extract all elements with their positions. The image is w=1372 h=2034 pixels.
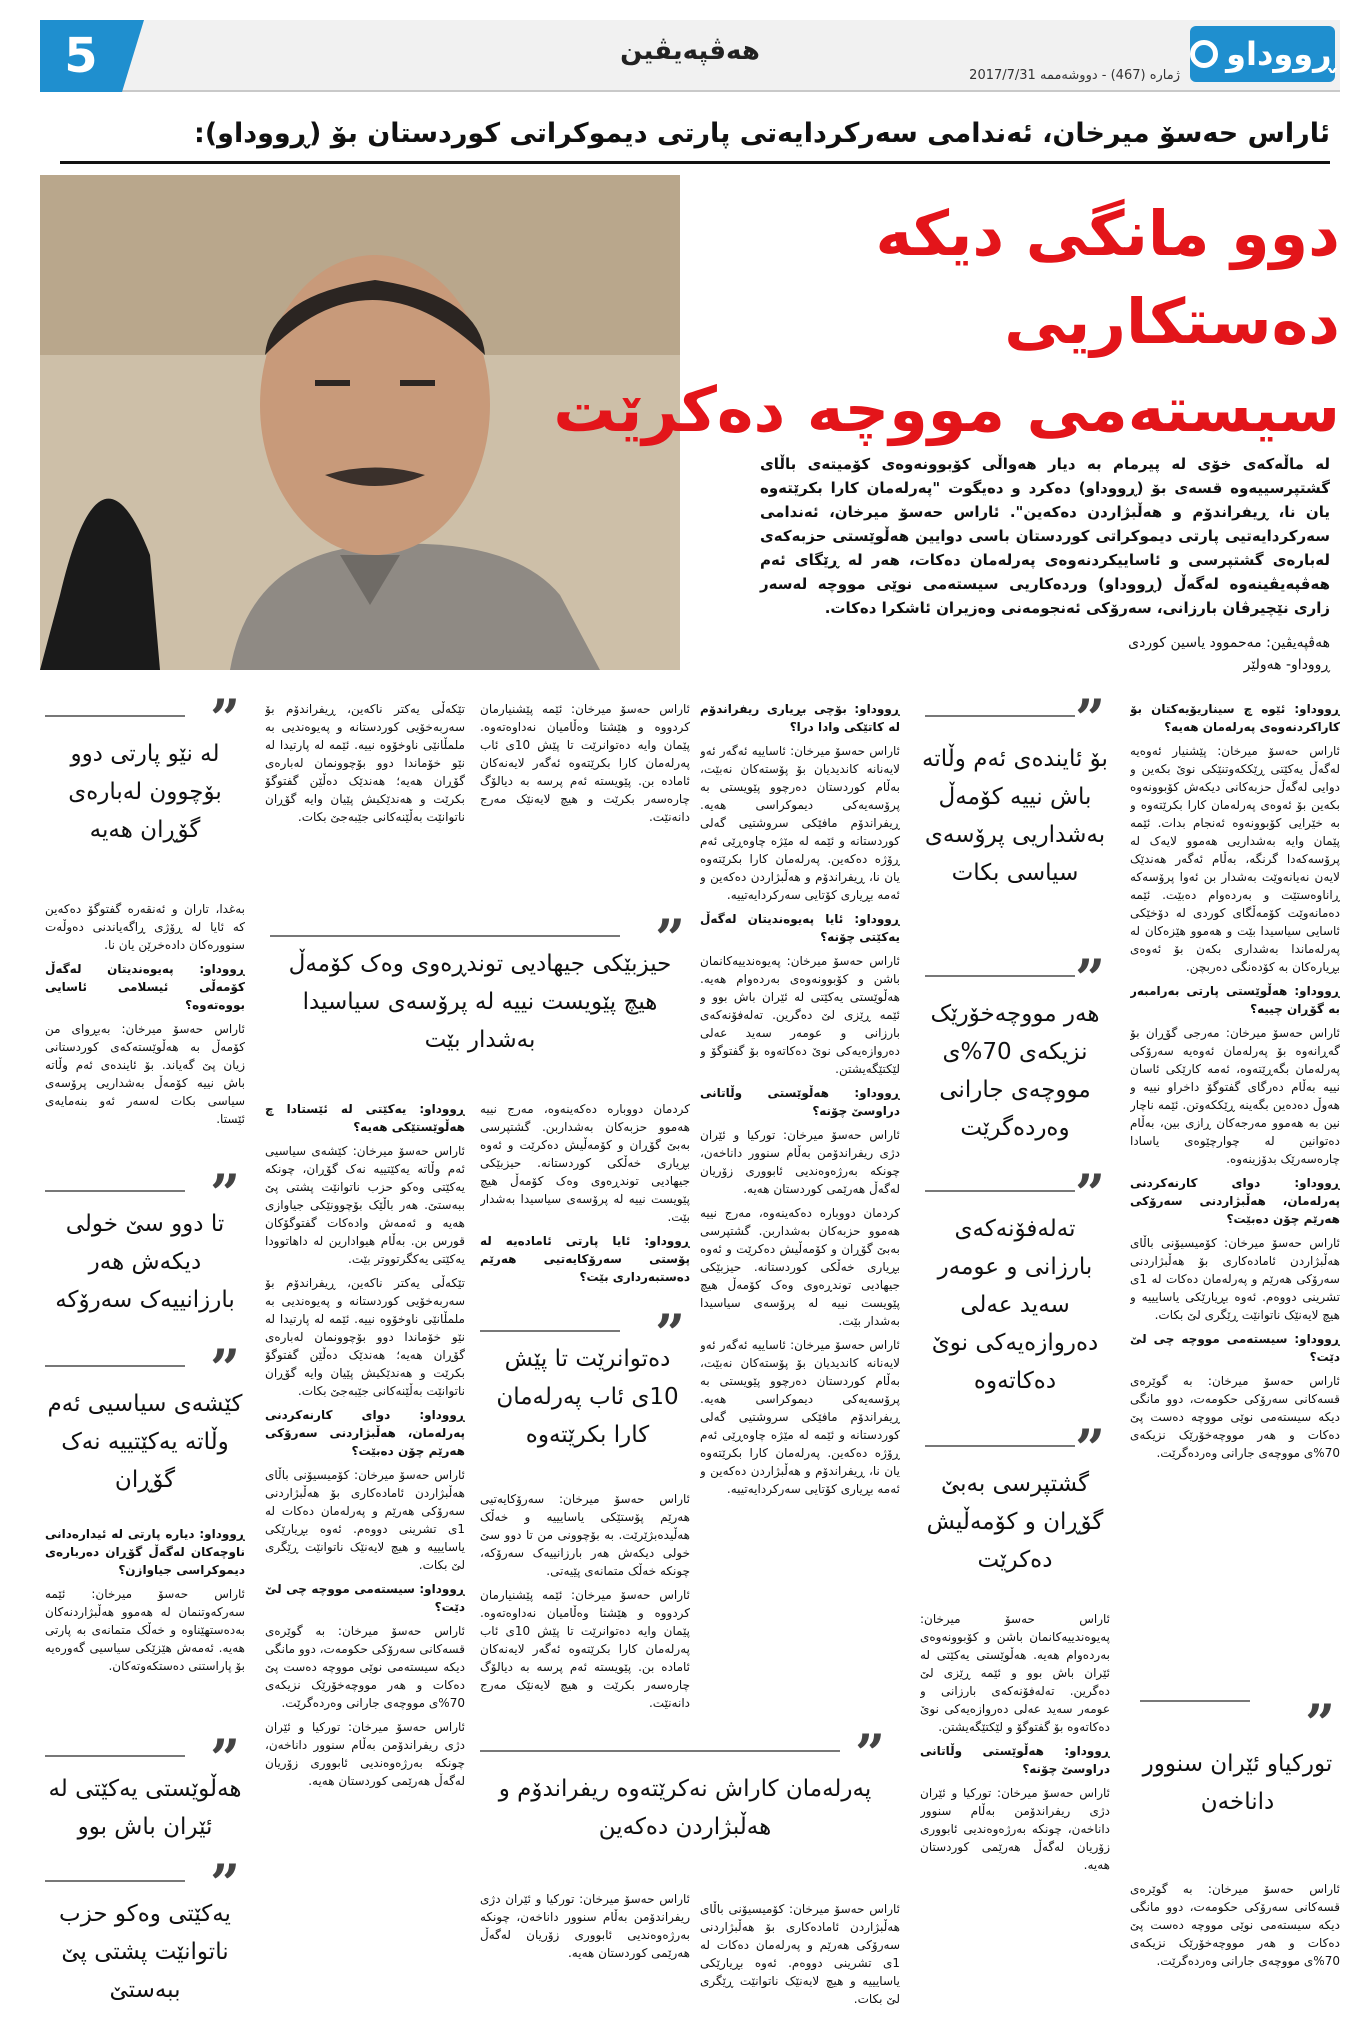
article-column-6 <box>45 900 245 1160</box>
quote-mark-icon: ” <box>1075 689 1105 750</box>
quote-mark-icon: ” <box>210 689 240 750</box>
answer: ئاراس حەسۆ میرخان: ئێمە پێشنیارمان کردووە و هێشتا وەڵامیان نەداوەتەوە. پێمان وایە دەتوانرێت تا پێش 10ی ئاب پەرلەمان کارا بکرێتەوە ئەگەر لایەنەکان ئامادە بن. پێویستە ئەم پرسە بە دیالۆگ چارەسەر بکرێت و هیچ لایەنێک مەرج دانەنێت. <box>480 702 690 824</box>
brand-mark-icon <box>1190 40 1218 68</box>
article-column-4-bottom <box>480 1490 690 1740</box>
article-column-3-bottom <box>700 1900 900 2020</box>
pull-quote: بۆ ئایندەی ئەم وڵاتە باش نییە کۆمەڵ بەشداریی پرۆسەی سیاسی بکات <box>922 746 1108 886</box>
divider <box>45 1755 185 1757</box>
quote-mark-icon: ” <box>855 1724 885 1785</box>
answer: ئاراس حەسۆ میرخان: ئێمە پێشنیارمان کردووە و هێشتا وەڵامیان نەداوەتەوە. پێمان وایە دەتوانرێت تا پێش 10ی ئاب پەرلەمان کارا بکرێتەوە ئەگەر لایەنەکان ئامادە بن. پێویستە ئەم پرسە بە دیالۆگ چارەسەر بکرێت و هیچ لایەنێک مەرج دانەنێت. <box>480 1588 690 1710</box>
divider <box>925 715 1075 717</box>
answer: ئاراس حەسۆ میرخان: کۆمیسیۆنی باڵای هەڵبژاردن ئامادەکاری بۆ هەڵبژاردنی سەرۆکی هەرێم و پەرلەمان دەکات لە 1ی تشرینی دووەم. ئەوە بڕیارێکی یاسایییە و هیچ لایەنێک ناتوانێت ڕێگری لێ بکات. <box>265 1468 465 1572</box>
answer: ئاراس حەسۆ میرخان: پێشنیار ئەوەیە لەگەڵ یەکێتی ڕێککەوتنێکی نوێ بکەین و دوایی لەگەڵ حزبەکانی دیکەش کۆبوونەوە بکەین بۆ ئەوەی پەرلەمان کارا بکرێتەوە و بە خێرایی کۆبوونەوە ئەنجام بدات. ئێمە پێمان وایە بەشداریی هەموو لایەک لە پرۆسەکەدا گرنگە، بەڵام ئەگەر هەندێک لایەن نەیانەوێت بەشدار بن ئەوا پرۆسەکە ڕاناوەستێت و بەردەوام دەبێت. ئێمە دەمانەوێت کۆمەڵگای کوردی لە دۆخێکی ئاسایی سیاسیدا بێت و هەموو هێزەکان لە پەرلەماندا بەشداری بکەن بۆ ئەوەی بڕیارەکان بە کۆدەنگی دەربچن. <box>1130 744 1340 974</box>
divider <box>1140 1700 1250 1702</box>
answer: ئاراس حەسۆ میرخان: ئێمە سەرکەوتنمان لە هەموو هەڵبژاردنەکان بەدەستهێناوە و خەڵک متمانەی بە پارتی هەیە. ئەمەش هێزێکی سیاسیی گەورەیە بۆ پاراستنی دەستکەوتەکان. <box>45 1587 245 1673</box>
answer: ئاراس حەسۆ میرخان: سەرۆکایەتیی هەرێم پۆستێکی یاسایییە و خەڵک هەڵیدەبژێرێت. بە بۆچوونی من تا دوو سێ خولی دیکەش هەر بارزانییەک سەرۆکە، چونکە خەڵک متمانەی پێیەتی. <box>480 1492 690 1578</box>
quote-mark-icon: ” <box>210 1854 240 1915</box>
divider <box>45 1190 185 1192</box>
answer: ئاراس حەسۆ میرخان: بە گوێرەی قسەکانی سەرۆکی حکومەت، دوو مانگی دیکە سیستەمی نوێی مووچە دەست پێ دەکات و هەر مووچەخۆرێک نزیکەی 70%ی مووچەی جارانی وەردەگرێت. <box>1130 1374 1340 1460</box>
article-column-3 <box>700 700 900 1710</box>
answer: ئاراس حەسۆ میرخان: ئاساییە ئەگەر ئەو لایەنانە کاندیدیان بۆ پۆستەکان نەبێت، بەڵام کوردستان دەرچوو پێویستی بە پرۆسەیەکی دیموکراسی هەیە. ڕیفراندۆم مافێکی سروشتیی گەلی کوردستانە و ئێمە لە مێژە چاوەڕێی ئەم ڕۆژە دەکەین. پەرلەمان کارا بکرێتەوە یان نا، ڕیفراندۆم و هەڵبژاردن دەکەین و ئەمە بڕیاری کۆتایی سەرکردایەتییە. <box>700 744 900 902</box>
answer: بەغدا، تاران و ئەنقەرە گفتوگۆ دەکەین کە ئایا لە ڕۆژی ڕاگەیاندنی دەوڵەت سنوورەکان دادەخرێن یان نا. <box>45 902 245 952</box>
pull-quote: یەکێتی وەکو حزب ناتوانێت پشتی پێ ببەستێ <box>59 1901 231 2003</box>
answer: ئاراس حەسۆ میرخان: تورکیا و ئێران دژی ریفراندۆمن بەڵام سنوور داناخەن، چونکە بەرژەوەندیی ئابووری زۆریان لەگەڵ هەرێمی کوردستان هەیە. <box>920 1786 1110 1872</box>
answer: کردمان دووبارە دەکەینەوە، مەرج نییە هەموو حزبەکان بەشداربن. گشتپرسی بەبێ گۆڕان و کۆمەڵیش دەکرێت و ئەوە بڕیاری خەڵکی کوردستانە. حیزبێکی جیهادیی توندڕەوی وەک کۆمەڵ هیچ پێویست نییە لە پرۆسەی سیاسیدا بەشدار بێت. <box>480 1102 690 1224</box>
pull-quote: کێشەی سیاسیی ئەم وڵاتە یەکێتییە نەک گۆڕان <box>47 1391 243 1493</box>
headline-title-line: دوو مانگی دیکە دەستکاریی <box>875 197 1340 358</box>
question: ڕووداو: سیستەمی مووچە چی لێ دێت؟ <box>265 1582 465 1614</box>
quote-mark-icon: ” <box>655 909 685 970</box>
answer: ئاراس حەسۆ میرخان: پەیوەندییەکانمان باشن و کۆبوونەوەی بەردەوام هەیە. هەڵوێستی یەکێتی لە ئێران باش بوو و ئێمە ڕێزی لێ دەگرین. تەلەفۆنەکەی بارزانی و عومەر سەید عەلی دەروازەیەکی نوێ دەکاتەوە بۆ گفتوگۆ و لێکتێگەیشتن. <box>920 1612 1110 1734</box>
pull-quote: تا دوو سێ خولی دیکەش هەر بارزانییەک سەرۆکە <box>55 1211 235 1313</box>
article-column-2 <box>920 1610 1110 2020</box>
pull-quote: گشتپرسی بەبێ گۆڕان و کۆمەڵیش دەکرێت <box>926 1471 1104 1573</box>
quote-mark-icon: ” <box>1075 1164 1105 1225</box>
answer: ئاراس حەسۆ میرخان: مەرجی گۆڕان بۆ گەڕانەوە بۆ پەرلەمان ئەوەیە سەرۆکی پەرلەمان بگەڕێتەوە، ئەمە کارێکی ئاسان نییە بەڵام دەرگای گفتوگۆ داخراو نییە و هەوڵ دەدەین بگەینە ڕێککەوتن. ئێمە ناچار نین بە هەموو مەرجەکان ڕازی بین، بەڵام دەتوانین لە چوارچێوەی یاسادا چارەسەرێک بدۆزینەوە. <box>1130 1026 1340 1166</box>
question: ڕووداو: دیارە پارتی لە ئیدارەدانی ناوچەکان لەگەڵ گۆڕان دەربارەی دیموکراسی جیاوازن؟ <box>45 1527 245 1577</box>
quote-mark-icon: ” <box>210 1164 240 1225</box>
question: ڕووداو: هەڵوێستی وڵاتانی دراوسێ چۆنە؟ <box>700 1086 900 1118</box>
question: ڕووداو: دوای کارنەکردنی پەرلەمان، هەڵبژاردنی سەرۆکی هەرێم چۆن دەبێت؟ <box>1130 1176 1340 1226</box>
question: ڕووداو: بۆچی بڕیاری ریفراندۆم لە کاتێکی وادا درا؟ <box>700 702 900 734</box>
divider <box>480 1330 620 1332</box>
pull-quote: حیزبێکی جیهادیی توندڕەوی وەک کۆمەڵ هیچ پێویست نییە لە پرۆسەی سیاسیدا بەشدار بێت <box>288 951 672 1053</box>
article-column-1-bottom <box>1130 1880 1340 2020</box>
question: ڕووداو: پەیوەندیتان لەگەڵ کۆمەڵی ئیسلامی ئاسایی بووەتەوە؟ <box>45 962 245 1012</box>
divider <box>45 1365 185 1367</box>
divider <box>45 1880 185 1882</box>
pull-quote: تورکیاو ئێران سنوور داناخەن <box>1142 1751 1333 1815</box>
article-column-4-top <box>480 700 690 910</box>
answer: ئاراس حەسۆ میرخان: پەیوەندییەکانمان باشن و کۆبوونەوەی بەردەوام هەیە. هەڵوێستی یەکێتی لە ئێران باش بوو و ئێمە ڕێزی لێ دەگرین. تەلەفۆنەکەی بارزانی و عومەر سەید عەلی دەروازەیەکی نوێ دەکاتەوە بۆ گفتوگۆ و لێکتێگەیشتن. <box>700 954 900 1076</box>
answer: کردمان دووبارە دەکەینەوە، مەرج نییە هەموو حزبەکان بەشداربن. گشتپرسی بەبێ گۆڕان و کۆمەڵیش دەکرێت و ئەوە بڕیاری خەڵکی کوردستانە. حیزبێکی جیهادیی توندڕەوی وەک کۆمەڵ هیچ پێویست نییە لە پرۆسەی سیاسیدا بەشدار بێت. <box>700 1206 900 1328</box>
section-title: هەڤپەیڤین <box>620 36 760 66</box>
answer: ئاراس حەسۆ میرخان: تورکیا و ئێران دژی ریفراندۆمن بەڵام سنوور داناخەن، چونکە بەرژەوەندیی ئابووری زۆریان لەگەڵ هەرێمی کوردستان هەیە. <box>265 1720 465 1788</box>
answer: تێکەڵی یەکتر ناکەین، ڕیفراندۆم بۆ سەربەخۆیی کوردستانە و پەیوەندیی بە ملمڵانێی ناوخۆوە نییە. ئێمە لە پارتیدا لە نێو خۆماندا دوو بۆچوونمان لەبارەی گۆڕان هەیە؛ هەندێک دەڵێن گفتوگۆ بکرێت و هەندێکیش پێیان وایە گۆڕان ناتوانێت بەڵێنەکانی جێبەجێ بکات. <box>265 702 465 824</box>
lead-paragraph: لە ماڵەکەی خۆی لە پیرمام بە دیار هەواڵی کۆبوونەوەی کۆمیتەی باڵای گشتپرسییەوە قسەی بۆ (ڕووداو) دەکرد و دەیگوت "پەرلەمان کارا بکرێتەوە یان نا، ڕیفراندۆم و هەڵبژاردن دەکەین". ئاراس حەسۆ میرخان، ئەندامی سەرکردایەتیی پارتی دیموکراتی کوردستان باسی دوایین هەڵوێستی حزبەکەی لەبارەی گشتپرسی و ئاساییکردنەوەی پەرلەمان دەکات، هەر لە ڕێگای ئەم هەڤپەیڤینەوە لەگەڵ (ڕووداو) وردەکاریی سیستەمی نوێی مووچە لەسەر زاری نێچیرڤان بارزانی، سەرۆکی ئەنجومەنی وەزیران ئاشکرا دەکات. <box>760 455 1330 617</box>
byline-interviewer: هەڤپەیڤین: مەحموود یاسین کوردی <box>1128 635 1330 651</box>
question: ڕووداو: ئایا پارتی ئامادەیە لە پۆستی سەرۆکایەتیی هەرێم دەستبەرداری بێت؟ <box>480 1234 690 1284</box>
answer: ئاراس حەسۆ میرخان: بە گوێرەی قسەکانی سەرۆکی حکومەت، دوو مانگی دیکە سیستەمی نوێی مووچە دەست پێ دەکات و هەر مووچەخۆرێک نزیکەی 70%ی مووچەی جارانی وەردەگرێت. <box>1130 1882 1340 1968</box>
article-column-4-mid <box>480 1100 690 1330</box>
article-column-5 <box>265 1100 465 2020</box>
quote-mark-icon: ” <box>1075 1419 1105 1480</box>
answer: ئاراس حەسۆ میرخان: کۆمیسیۆنی باڵای هەڵبژاردن ئامادەکاری بۆ هەڵبژاردنی سەرۆکی هەرێم و پەرلەمان دەکات لە 1ی تشرینی دووەم. ئەوە بڕیارێکی یاسایییە و هیچ لایەنێک ناتوانێت ڕێگری لێ بکات. <box>1130 1236 1340 1322</box>
answer: تێکەڵی یەکتر ناکەین، ڕیفراندۆم بۆ سەربەخۆیی کوردستانە و پەیوەندیی بە ملمڵانێی ناوخۆوە نییە. ئێمە لە پارتیدا لە نێو خۆماندا دوو بۆچوونمان لەبارەی گۆڕان هەیە؛ هەندێک دەڵێن گفتوگۆ بکرێت و هەندێکیش پێیان وایە گۆڕان ناتوانێت بەڵێنەکانی جێبەجێ بکات. <box>265 1276 465 1398</box>
headline-kicker: ئاراس حەسۆ میرخان، ئەندامی سەرکردایەتی پارتی دیموکراتی کوردستان بۆ (ڕووداو): <box>60 118 1330 164</box>
divider <box>925 1190 1075 1192</box>
quote-mark-icon: ” <box>1305 1694 1335 1755</box>
byline-place: ڕووداو- هەولێر <box>1243 657 1330 673</box>
answer: ئاراس حەسۆ میرخان: تورکیا و ئێران دژی ریفراندۆمن بەڵام سنوور داناخەن، چونکە بەرژەوەندیی ئابووری زۆریان لەگەڵ هەرێمی کوردستان هەیە. <box>700 1128 900 1196</box>
headline-title-line: سیستەمی مووچە دەکرێت <box>553 373 1340 446</box>
divider <box>480 1750 840 1752</box>
byline <box>790 632 1330 678</box>
answer: ئاراس حەسۆ میرخان: تورکیا و ئێران دژی ریفراندۆمن بەڵام سنوور داناخەن، چونکە بەرژەوەندیی ئابووری زۆریان لەگەڵ هەرێمی کوردستان هەیە. <box>480 1892 690 1960</box>
quote-mark-icon: ” <box>655 1304 685 1365</box>
question: ڕووداو: ئایا پەیوەندیتان لەگەڵ یەکێتی چۆنە؟ <box>700 912 900 944</box>
headline-title <box>540 190 1340 446</box>
pull-quote: هەڵوێستی یەکێتی لە ئێران باش بوو <box>48 1776 242 1840</box>
answer: ئاراس حەسۆ میرخان: کێشەی سیاسیی ئەم وڵاتە یەکێتییە نەک گۆڕان، چونکە یەکێتی وەکو حزب ناتوانێت پشتی پێ ببەستێ. هەر باڵێک بۆچوونێکی جیاوازی هەیە و ئەمەش وادەکات گفتوگۆکان قورس بن. بەڵام هیوادارین لە داهاتوودا یەکێتی یەکگرتووتر بێت. <box>265 1144 465 1266</box>
answer: ئاراس حەسۆ میرخان: ئاساییە ئەگەر ئەو لایەنانە کاندیدیان بۆ پۆستەکان نەبێت، بەڵام کوردستان دەرچوو پێویستی بە پرۆسەیەکی دیموکراسی هەیە. ڕیفراندۆم مافێکی سروشتیی گەلی کوردستانە و ئێمە لە مێژە چاوەڕێی ئەم ڕۆژە دەکەین. پەرلەمان کارا بکرێتەوە یان نا، ڕیفراندۆم و هەڵبژاردن دەکەین و ئەمە بڕیاری کۆتایی سەرکردایەتییە. <box>700 1338 900 1496</box>
quote-mark-icon: ” <box>210 1729 240 1790</box>
divider <box>925 975 1075 977</box>
article-column-5-top <box>265 700 465 910</box>
brand-logo <box>1190 26 1335 82</box>
question: ڕووداو: ئێوە چ سیناریۆیەکتان بۆ کاراکردنەوەی پەرلەمان هەیە؟ <box>1130 702 1340 734</box>
pull-quote: تەلەفۆنەکەی بارزانی و عومەر سەید عەلی دەروازەیەکی نوێ دەکاتەوە <box>931 1216 1099 1394</box>
divider <box>45 715 185 717</box>
pull-quote: دەتوانرێت تا پێش 10ی ئاب پەرلەمان کارا بکرێتەوە <box>496 1346 679 1448</box>
brand-name: ڕووداو <box>1226 35 1335 73</box>
article-column-4-end <box>480 1890 690 2020</box>
divider <box>925 1445 1075 1447</box>
answer: ئاراس حەسۆ میرخان: کۆمیسیۆنی باڵای هەڵبژاردن ئامادەکاری بۆ هەڵبژاردنی سەرۆکی هەرێم و پەرلەمان دەکات لە 1ی تشرینی دووەم. ئەوە بڕیارێکی یاسایییە و هیچ لایەنێک ناتوانێت ڕێگری لێ بکات. <box>700 1902 900 2006</box>
question: ڕووداو: سیستەمی مووچە چی لێ دێت؟ <box>1130 1332 1340 1364</box>
question: ڕووداو: هەڵوێستی پارتی بەرامبەر بە گۆڕان چییە؟ <box>1130 984 1340 1016</box>
quote-mark-icon: ” <box>210 1339 240 1400</box>
answer: ئاراس حەسۆ میرخان: بە گوێرەی قسەکانی سەرۆکی حکومەت، دوو مانگی دیکە سیستەمی نوێی مووچە دەست پێ دەکات و هەر مووچەخۆرێک نزیکەی 70%ی مووچەی جارانی وەردەگرێت. <box>265 1624 465 1710</box>
page-number: 5 <box>40 20 122 92</box>
answer: ئاراس حەسۆ میرخان: بەبڕوای من کۆمەڵ بە هەڵوێستەکەی کوردستانی زیان پێ گەیاند. بۆ ئایندەی ئەم وڵاتە باش نییە کۆمەڵ بەشداریی پرۆسەی سیاسی بکات لەسەر ئەو بنەمایەی ئێستا. <box>45 1022 245 1126</box>
article-column-6-mid <box>45 1525 245 1725</box>
pull-quote: پەرلەمان کاراش نەکرێتەوە ریفراندۆم و هەڵبژاردن دەکەین <box>498 1776 872 1840</box>
article-column-1 <box>1130 700 1340 1680</box>
question: ڕووداو: هەڵوێستی وڵاتانی دراوسێ چۆنە؟ <box>920 1744 1110 1776</box>
pull-quote: لە نێو پارتی دوو بۆچوون لەبارەی گۆڕان هەیە <box>68 741 222 843</box>
pull-quote: هەر مووچەخۆرێک نزیکەی 70%ی مووچەی جارانی وەردەگرێت <box>930 1001 1100 1141</box>
question: ڕووداو: دوای کارنەکردنی پەرلەمان، هەڵبژاردنی سەرۆکی هەرێم چۆن دەبێت؟ <box>265 1408 465 1458</box>
divider <box>270 935 620 937</box>
issue-info: ژمارە (467) - دووشەممە 2017/7/31 <box>969 68 1180 83</box>
question: ڕووداو: یەکێتی لە ئێستادا چ هەڵوێستێکی هەیە؟ <box>265 1102 465 1134</box>
quote-mark-icon: ” <box>1075 949 1105 1010</box>
